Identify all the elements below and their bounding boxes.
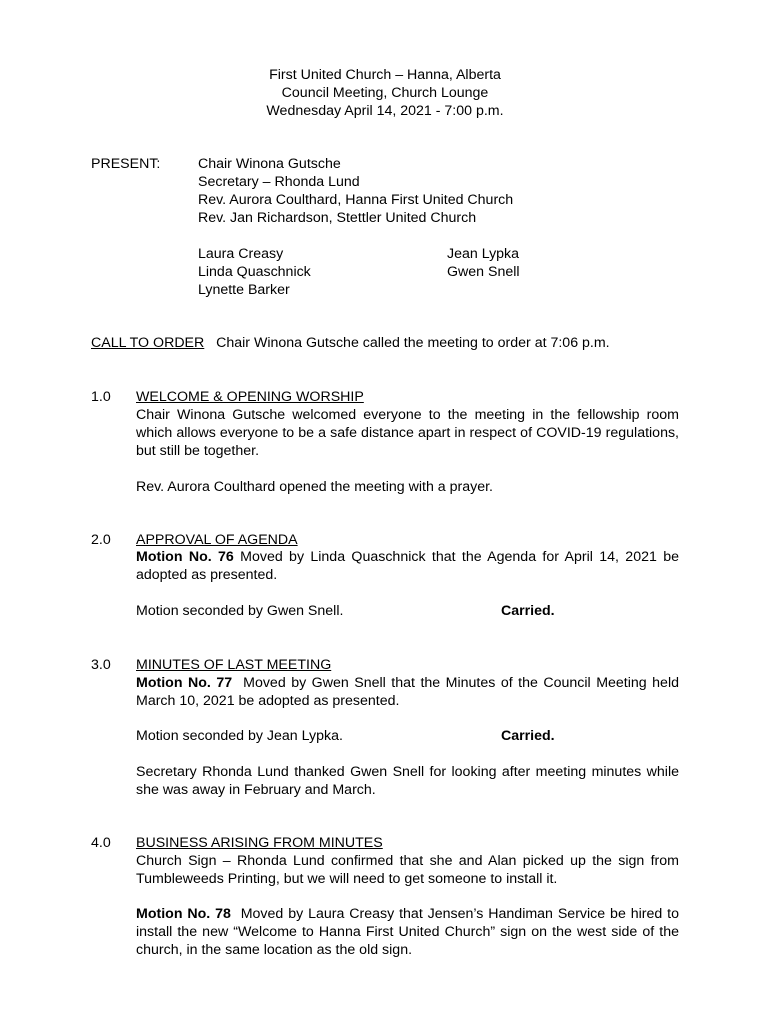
motion-label: Motion No. 76 xyxy=(136,549,234,565)
section-heading: WELCOME & OPENING WORSHIP xyxy=(136,389,364,405)
section-heading: BUSINESS ARISING FROM MINUTES xyxy=(136,835,383,851)
call-to-order-heading: CALL TO ORDER xyxy=(91,335,205,351)
section-number: 3.0 xyxy=(91,657,111,673)
motion-text: Moved by Laura Creasy that Jensen’s Handiman Service be hired to install the new “Welcome to Hanna First United Church” sign on the west side of the church, in the same location as the old sign. xyxy=(136,906,679,958)
present-member: Lynette Barker xyxy=(198,282,290,298)
section-paragraph: Rev. Aurora Coulthard opened the meeting with a prayer. xyxy=(136,479,493,495)
present-officer: Chair Winona Gutsche xyxy=(198,156,341,172)
section-number: 2.0 xyxy=(91,532,111,548)
motion-result: Carried. xyxy=(501,603,555,619)
present-officer: Rev. Jan Richardson, Stettler United Church xyxy=(198,210,477,226)
motion-seconded: Motion seconded by Gwen Snell. xyxy=(136,603,344,619)
present-member: Laura Creasy xyxy=(198,246,284,262)
motion-paragraph xyxy=(136,548,679,584)
motion-label: Motion No. 78 xyxy=(136,906,231,922)
section-paragraph: Chair Winona Gutsche welcomed everyone to the meeting in the fellowship room which allows everyone to be a safe distance apart in respect of COVID-19 regulations, but still be together. xyxy=(136,407,679,459)
section-paragraph: Church Sign – Rhonda Lund confirmed that she and Alan picked up the sign from Tumbleweeds Printing, but we will need to get someone to install it. xyxy=(136,853,679,887)
present-member: Gwen Snell xyxy=(447,264,520,280)
motion-text: Moved by Linda Quaschnick that the Agenda for April 14, 2021 be adopted as presented. xyxy=(136,549,679,583)
call-to-order-text: Chair Winona Gutsche called the meeting to order at 7:06 p.m. xyxy=(216,335,610,351)
document-header xyxy=(0,66,770,120)
call-to-order xyxy=(91,334,610,352)
section-heading: APPROVAL OF AGENDA xyxy=(136,532,298,548)
meeting-title: Council Meeting, Church Lounge xyxy=(281,85,489,101)
motion-seconded: Motion seconded by Jean Lypka. xyxy=(136,728,343,744)
section-heading: MINUTES OF LAST MEETING xyxy=(136,657,332,673)
motion-text: Moved by Gwen Snell that the Minutes of the Council Meeting held March 10, 2021 be adopted as presented. xyxy=(136,675,679,709)
section-paragraph: Secretary Rhonda Lund thanked Gwen Snell for looking after meeting minutes while she was away in February and March. xyxy=(136,764,679,798)
motion-paragraph xyxy=(136,905,679,959)
present-member: Jean Lypka xyxy=(447,246,520,262)
motion-result: Carried. xyxy=(501,728,555,744)
present-label: PRESENT: xyxy=(91,156,161,172)
meeting-date: Wednesday April 14, 2021 - 7:00 p.m. xyxy=(266,103,504,119)
church-title: First United Church – Hanna, Alberta xyxy=(269,67,501,83)
section-number: 4.0 xyxy=(91,835,111,851)
present-officer: Secretary – Rhonda Lund xyxy=(198,174,360,190)
motion-label: Motion No. 77 xyxy=(136,675,233,691)
present-officer: Rev. Aurora Coulthard, Hanna First United Church xyxy=(198,192,514,208)
motion-paragraph xyxy=(136,674,679,710)
section-number: 1.0 xyxy=(91,389,111,405)
present-member: Linda Quaschnick xyxy=(198,264,311,280)
